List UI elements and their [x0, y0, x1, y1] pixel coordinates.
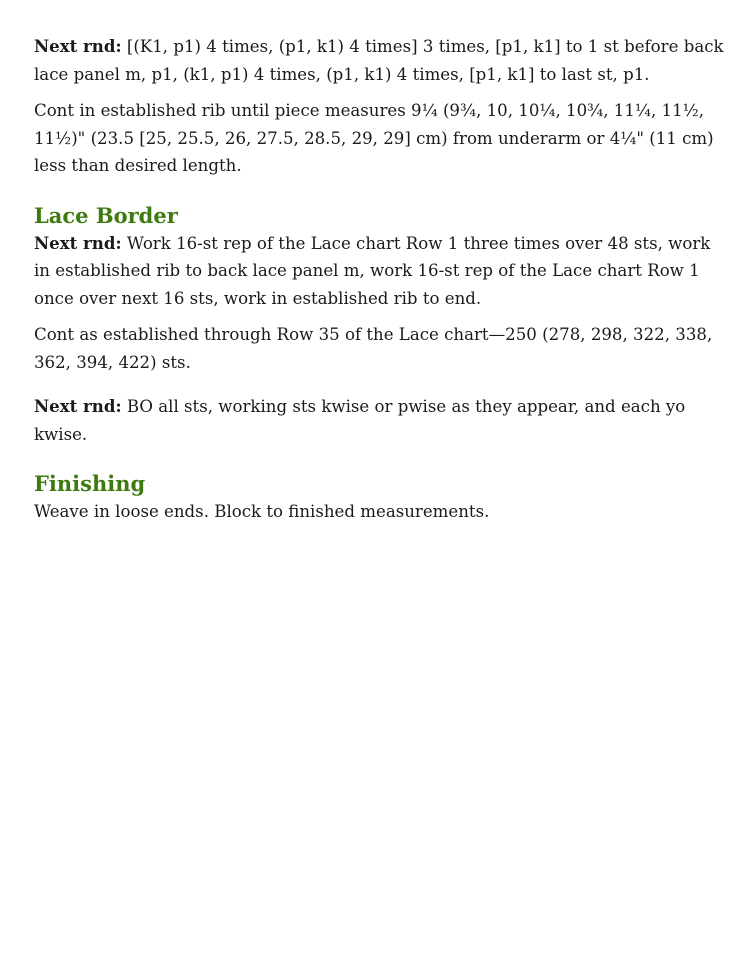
step-label: Next rnd:: [34, 396, 122, 416]
step-text: Cont as established through Row 35 of the Lace chart—250 (278, 298, 322, 338, 362, 394, 422) sts.: [34, 325, 713, 372]
heading-lace-border: Lace Border: [34, 202, 178, 228]
step-label: Next rnd:: [34, 232, 122, 253]
instruction-next-rnd-bind-off: [34, 393, 724, 448]
step-text: Weave in loose ends. Block to finished measurements.: [34, 502, 490, 521]
step-text: BO all sts, working sts kwise or pwise as they appear, and each yo kwise.: [34, 397, 686, 444]
step-text: Cont in established rib until piece measures 9¼ (9¾, 10, 10¼, 10¾, 11¼, 11½, 11½)" (23.5 [25, 25.5, 26, 27.5, 28.5, 29, 29] cm) from underarm or 4¼" (11 cm) less than desired length.: [34, 101, 714, 175]
instruction-next-rnd-rib: [34, 33, 724, 88]
instruction-finishing: [34, 498, 724, 526]
instruction-cont-rib: [34, 97, 724, 180]
instruction-next-rnd-lace: [34, 230, 724, 313]
step-text: Work 16-st rep of the Lace chart Row 1 three times over 48 sts, work in established rib to back lace panel m, work 16-st rep of the Lace chart Row 1 once over next 16 sts, work in established rib to end.: [34, 233, 711, 308]
pattern-page: [34, 33, 724, 526]
heading-finishing: Finishing: [34, 471, 146, 496]
step-text: [(K1, p1) 4 times, (p1, k1) 4 times] 3 times, [p1, k1] to 1 st before back lace panel m, p1, (k1, p1) 4 times, (p1, k1) 4 times, [p1, k1] to last st, p1.: [34, 37, 724, 84]
instruction-cont-lace: [34, 321, 724, 376]
step-label: Next rnd:: [34, 36, 122, 56]
